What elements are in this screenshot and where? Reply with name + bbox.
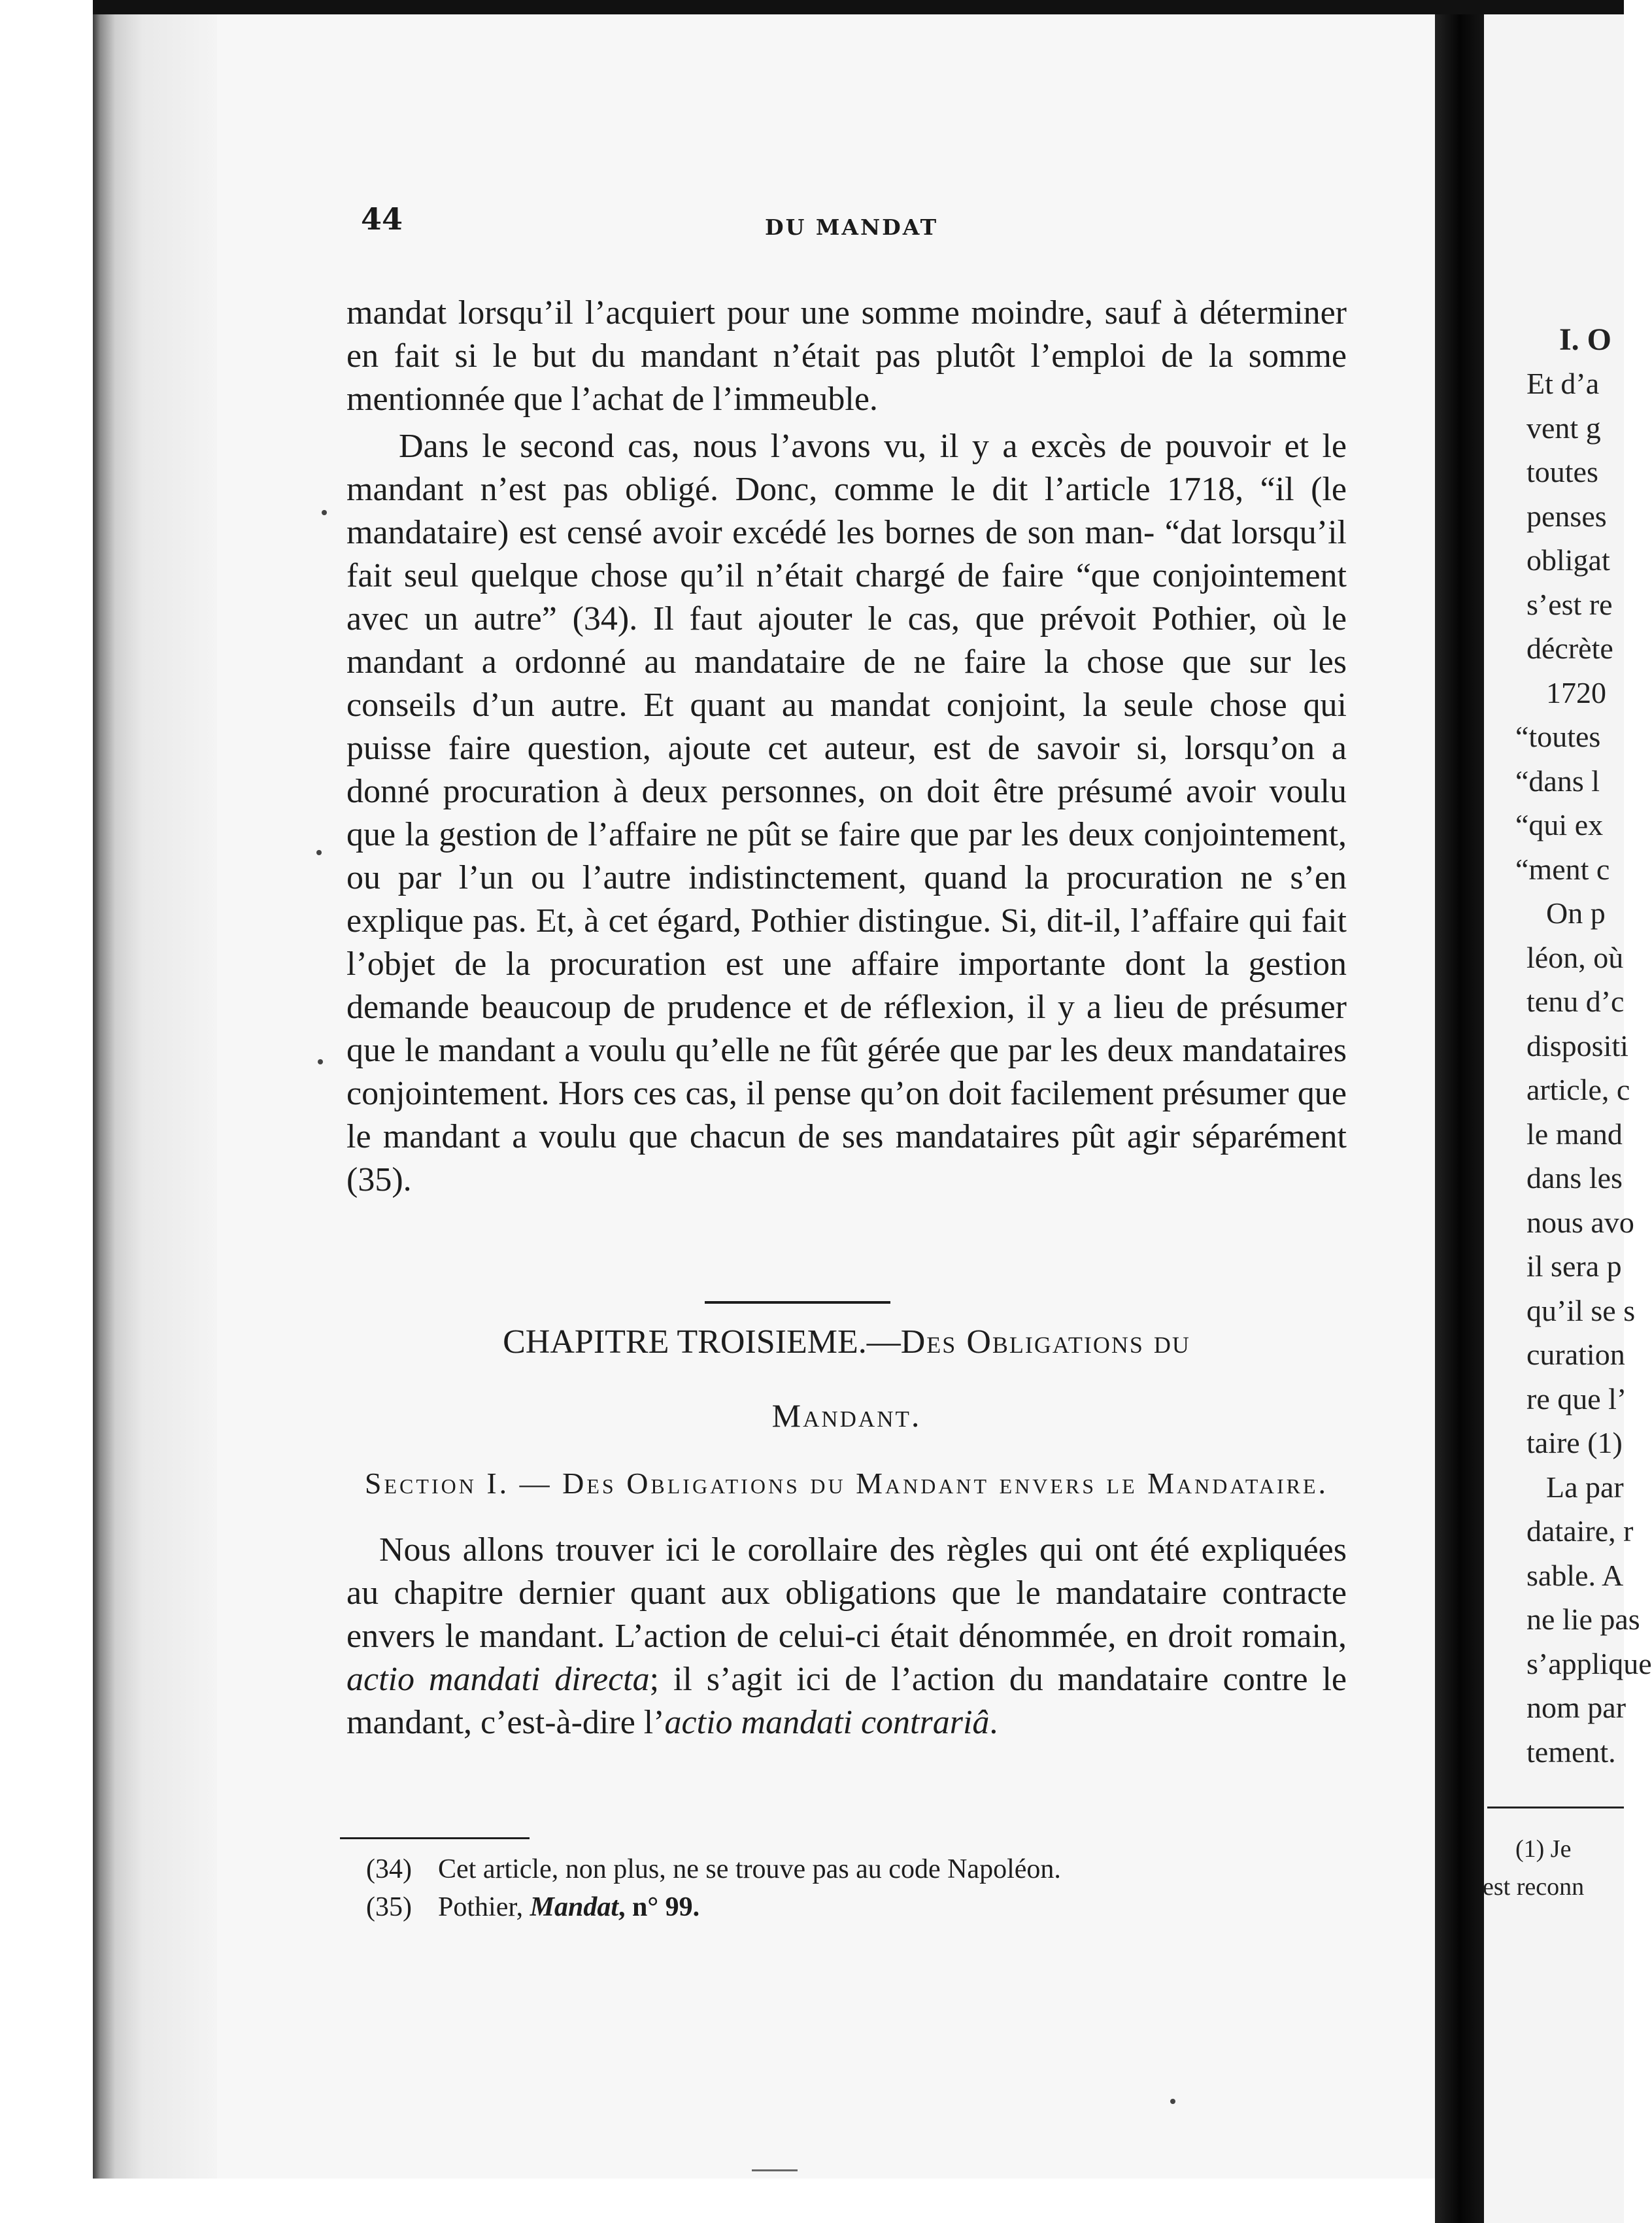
facing-page-line: dispositi (1526, 1029, 1628, 1062)
paragraph-3-text-a: Nous allons trouver ici le corollaire des règles qui ont été expliquées au chapitre dernier quant aux obligations que le mandataire contracte envers le mandant. L’action de celui-ci était dénommée, en droit romain, (346, 1531, 1347, 1655)
facing-page-line: il sera p (1526, 1249, 1622, 1283)
facing-page-line: article, c (1526, 1073, 1630, 1106)
chapter-heading-main: CHAPITRE TROISIEME.— (503, 1323, 901, 1361)
facing-page-line: tement. (1526, 1735, 1616, 1769)
footnote-text: Pothier, (438, 1892, 530, 1922)
running-title: DU MANDAT (765, 214, 939, 240)
facing-page-line: 1720 (1546, 676, 1606, 709)
facing-page-line: re que l’ (1526, 1382, 1627, 1416)
facing-page-line: qu’il se s (1526, 1294, 1636, 1327)
facing-page-line: décrète (1526, 632, 1613, 665)
facing-page-line: “qui ex (1515, 808, 1604, 841)
chapter-heading-small-caps: Des Obligations du (900, 1323, 1190, 1361)
footnote-italic-title: Mandat (530, 1892, 619, 1922)
facing-page-line: ne lie pas (1526, 1603, 1640, 1636)
scan-speck (322, 510, 327, 515)
facing-page-line: léon, où (1526, 941, 1624, 974)
facing-page-line: curation (1526, 1338, 1625, 1371)
scan-dash-mark (752, 2169, 798, 2171)
facing-page-line: nom par (1526, 1691, 1627, 1724)
paragraph-3-latin-1: actio mandati directa (346, 1661, 650, 1698)
footnote-text-end: , n° 99. (618, 1892, 700, 1922)
facing-page-line: “toutes (1515, 720, 1601, 753)
page-number: 44 (361, 201, 403, 237)
scanner-frame-top (0, 0, 1624, 14)
footnote-34 (366, 1850, 1347, 1888)
facing-page-footnote-2: est reconn (1483, 1873, 1585, 1901)
facing-page-line: s’est re (1526, 588, 1613, 621)
footnotes (366, 1850, 1347, 1926)
chapter-divider-rule (705, 1301, 890, 1304)
facing-page-footnote-rule (1487, 1807, 1624, 1808)
paragraph-1: mandat lorsqu’il l’acquiert pour une somme moindre, sauf à déterminer en fait si le but du mandant n’était pas plutôt l’emploi de la somme mentionnée que l’achat de l’immeuble. (346, 294, 1347, 418)
facing-page-line: toutes (1526, 455, 1598, 488)
scanner-frame-bottom (93, 2179, 1435, 2223)
facing-page-line: penses (1526, 500, 1607, 533)
footnote-rule (340, 1837, 530, 1839)
scanner-frame-left (0, 0, 93, 2223)
footnote-35 (366, 1888, 1347, 1926)
footnote-number: (34) (366, 1854, 412, 1884)
facing-page-line: obligat (1526, 543, 1610, 577)
facing-page-line: La par (1546, 1470, 1624, 1504)
facing-page-line: “ment c (1515, 853, 1610, 886)
section-heading: Section I. — Des Obligations du Mandant envers le Mandataire. (364, 1467, 1329, 1500)
facing-page-line: vent g (1526, 411, 1601, 445)
footnote-text: Cet article, non plus, ne se trouve pas au code Napoléon. (438, 1854, 1061, 1884)
footnote-number: (35) (366, 1892, 412, 1922)
scan-speck (318, 1059, 323, 1064)
paragraph-3-latin-2: actio mandati contrariâ (664, 1704, 990, 1741)
chapter-heading-line-2: Mandant. (771, 1397, 922, 1434)
paragraph-3-text-b: ; il s’agit ici de l’action du mandataire contre le mandant, c’est-à-dire l’ (346, 1661, 1347, 1741)
facing-page-line: tenu d’c (1526, 985, 1625, 1018)
chapter-heading (346, 1321, 1347, 1364)
facing-page-line: On p (1546, 896, 1606, 930)
page-edge-shadow (93, 14, 217, 2185)
scan-speck (1170, 2099, 1175, 2104)
scan-speck (316, 850, 322, 855)
facing-page-line: le mand (1526, 1117, 1623, 1151)
facing-page-line: nous avo (1526, 1206, 1634, 1239)
facing-page-line: “dans l (1515, 764, 1600, 798)
paragraph-3 (346, 1529, 1347, 1744)
paragraph-2: Dans le second cas, nous l’avons vu, il y a excès de pouvoir et le mandant n’est pas obligé. Donc, comme le dit l’article 1718, “il (le mandataire) est censé avoir excédé les bornes de son man- “dat lorsqu’il fait seul quelque chose qu’il n’était chargé de faire “que conjointement avec un autre” (34). Il faut ajouter le cas, que prévoit Pothier, où le mandant a ordonné au mandataire de ne faire la chose que sur les conseils d’un autre. Et quant au mandat conjoint, la seule chose qui puisse faire question, ajoute cet auteur, est de savoir si, lorsqu’on a donné procuration à deux personnes, on doit être présumé avoir voulu que la gestion de l’affaire ne pût se faire que par les deux conjointement, ou par l’un ou l’autre indistinctement, quand la procuration ne s’en explique pas. Et, à cet égard, Pothier distingue. Si, dit-il, l’affaire qui fait l’objet de la procuration est une affaire importante dont la gestion demande beaucoup de prudence et de réflexion, il y a lieu de présumer que le mandant a voulu qu’elle ne fût gérée que par les deux mandataires conjointement. Hors ces cas, il pense qu’on doit facilement présumer que le mandant a voulu que chacun de ses mandataires pût agir séparément (35). (346, 428, 1347, 1198)
book-gutter (1435, 14, 1484, 2223)
facing-page-footnote-1: (1) Je (1515, 1835, 1572, 1863)
facing-page-line: taire (1) (1526, 1426, 1623, 1459)
facing-page-heading: I. O (1559, 322, 1612, 357)
paragraph-3-text-c: . (989, 1704, 998, 1741)
facing-page-line: dans les (1526, 1161, 1623, 1195)
facing-page-line: Et d’a (1526, 367, 1600, 400)
facing-page-line: sable. A (1526, 1559, 1624, 1592)
facing-page-line: dataire, r (1526, 1514, 1634, 1548)
facing-page-line: s’applique (1526, 1647, 1652, 1680)
